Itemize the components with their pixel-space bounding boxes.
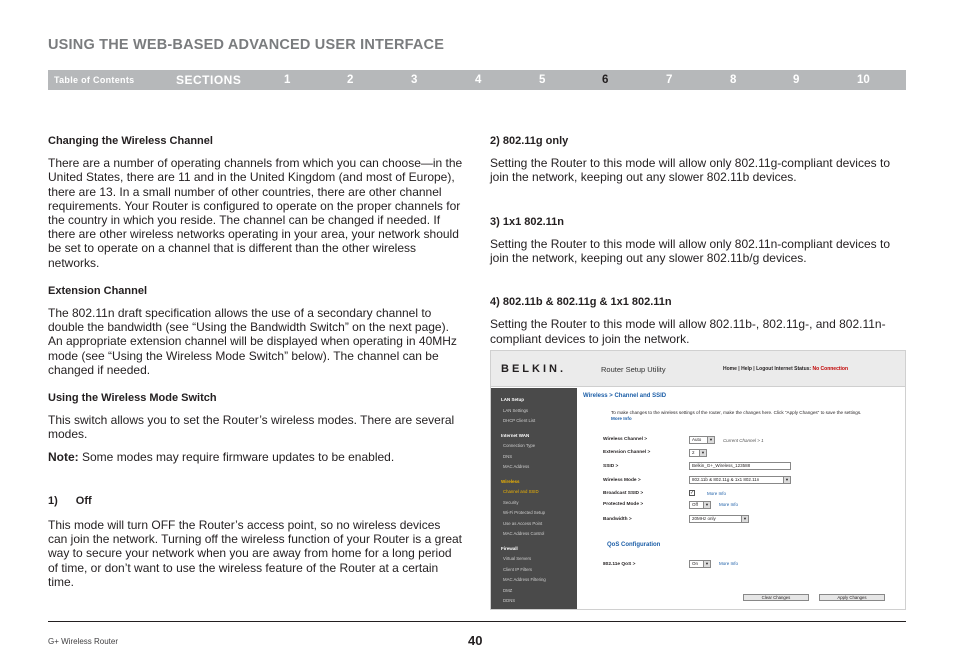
paragraph-off: This mode will turn OFF the Router’s access point, so no wireless devices can join the network. Turning off the wireless function of your Router is a great way to secure your network when you are away from home for a long period of time, or don’t want to use the wireless feature of the Router at a certain time. xyxy=(48,518,462,589)
router-intro-text: To make changes to the wireless settings of the router, make the changes here. Click "Apply Changes" to save the settings. xyxy=(611,410,862,415)
note-text: Some modes may require firmware updates to be enabled. xyxy=(78,449,395,464)
router-intro-more-info: More Info xyxy=(611,415,632,421)
router-sidebar-item: Channel and SSID xyxy=(503,489,539,494)
off-label: Off xyxy=(75,494,92,507)
router-sidebar-group: Internet WAN xyxy=(501,432,530,438)
broadcast-ssid-label: Broadcast SSID > xyxy=(603,491,644,496)
wireless-mode-value: 802.11b & 802.11g & 1x1 802.11n xyxy=(692,477,760,482)
off-number: 1) xyxy=(48,494,58,507)
protected-mode-label: Protected Mode > xyxy=(603,502,644,507)
chevron-down-icon: ▼ xyxy=(699,450,706,456)
wireless-mode-select xyxy=(689,476,791,484)
protected-mode-value: Off xyxy=(692,502,698,507)
router-sidebar-item: Security xyxy=(503,499,519,505)
qos-select xyxy=(689,560,711,568)
paragraph-1x1-11n: Setting the Router to this mode will allow only 802.11n-compliant devices to join the network, keeping out any slower 802.11b/g devices. xyxy=(490,236,890,266)
qos-more-info: More Info xyxy=(719,561,739,566)
qos-title: QoS Configuration xyxy=(607,542,661,548)
router-sidebar-item: Virtual Servers xyxy=(503,556,532,561)
section-link-9[interactable]: 9 xyxy=(793,74,800,86)
wireless-channel-select xyxy=(689,436,715,444)
router-top-links xyxy=(723,366,848,372)
section-link-1[interactable]: 1 xyxy=(284,74,291,86)
router-sidebar xyxy=(491,388,577,610)
current-channel: Current Channel > 1 xyxy=(723,438,764,443)
router-sidebar-group: LAN Setup xyxy=(501,397,524,402)
apply-changes-button: Apply Changes xyxy=(819,594,885,601)
footer-product-name: G+ Wireless Router xyxy=(48,637,119,646)
chevron-down-icon: ▼ xyxy=(741,516,748,522)
router-sidebar-item: MAC Address Control xyxy=(503,531,545,536)
right-column xyxy=(490,134,910,360)
router-sidebar-item: DDNS xyxy=(503,598,516,603)
bandwidth-value: 20MHz only xyxy=(692,516,716,521)
router-sidebar-item: DHCP Client List xyxy=(503,418,536,423)
qos-value: On xyxy=(692,561,699,566)
router-sidebar-item: Wi-Fi Protected Setup xyxy=(503,510,546,515)
heading-mixed-mode: 4) 802.11b & 802.11g & 1x1 802.11n xyxy=(490,296,672,309)
router-header xyxy=(491,351,906,387)
chevron-down-icon: ▼ xyxy=(783,477,790,483)
paragraph-extension: The 802.11n draft specification allows the use of a secondary channel to double the bandwidth (see “Using the Bandwidth Switch” on the next page). An appropriate extension channel will be displayed when operating in 40MHz mode (see “Using the Wireless Mode Switch” below). The channel can be changed if needed. xyxy=(48,306,457,377)
router-sidebar-item: MAC Address xyxy=(503,464,530,469)
section-link-6[interactable]: 6 xyxy=(602,74,609,86)
belkin-logo: BELKIN. xyxy=(501,363,566,375)
table-of-contents-link[interactable]: Table of Contents xyxy=(54,75,135,85)
router-sidebar-group: Firewall xyxy=(501,545,518,551)
sections-label: SECTIONS xyxy=(176,73,242,87)
chevron-down-icon: ▼ xyxy=(703,561,710,567)
heading-extension-channel: Extension Channel xyxy=(48,284,148,297)
note-paragraph xyxy=(48,450,463,464)
router-breadcrumb: Wireless > Channel and SSID xyxy=(583,393,667,399)
extension-channel-label: Extension Channel > xyxy=(603,450,651,455)
protected-more-info: More Info xyxy=(719,502,739,507)
footer-divider xyxy=(48,621,906,622)
router-sidebar-group: Wireless xyxy=(501,478,520,484)
router-sidebar-item: Client IP Filters xyxy=(503,566,533,572)
section-navbar xyxy=(48,70,906,90)
qos-label: 802.11e QoS > xyxy=(603,562,636,567)
chevron-down-icon: ▼ xyxy=(703,502,710,508)
section-link-4[interactable]: 4 xyxy=(475,74,482,86)
router-sidebar-item: MAC Address Filtering xyxy=(503,577,546,582)
page-number: 40 xyxy=(468,633,483,648)
section-link-5[interactable]: 5 xyxy=(539,74,546,86)
router-sidebar-item: DMZ xyxy=(503,587,513,593)
note-label: Note: xyxy=(48,449,79,464)
extension-channel-value: 2 xyxy=(692,450,695,455)
section-link-10[interactable]: 10 xyxy=(857,74,870,86)
paragraph-11g-only: Setting the Router to this mode will allow only 802.11g-compliant devices to join the network, keeping out any slower 802.11b devices. xyxy=(490,156,890,185)
page-section-title: USING THE WEB-BASED ADVANCED USER INTERFACE xyxy=(48,37,445,53)
broadcast-ssid-checkbox: ✓ xyxy=(690,490,695,496)
ssid-label: SSID > xyxy=(603,464,619,469)
section-link-8[interactable]: 8 xyxy=(730,74,737,86)
internet-status: No Connection xyxy=(812,366,849,372)
heading-wireless-mode-switch: Using the Wireless Mode Switch xyxy=(48,392,217,405)
chevron-down-icon: ▼ xyxy=(707,437,714,443)
broadcast-more-info: More Info xyxy=(707,491,727,496)
bandwidth-label: Bandwidth > xyxy=(603,517,632,522)
router-sidebar-item: Use as Access Point xyxy=(503,520,543,526)
wireless-mode-label: Wireless Mode > xyxy=(603,478,641,483)
ssid-input: Belkin_G+_Wireless_123588 xyxy=(689,462,791,470)
section-link-7[interactable]: 7 xyxy=(666,74,673,86)
protected-mode-select xyxy=(689,501,711,509)
section-link-2[interactable]: 2 xyxy=(347,74,354,86)
router-intro xyxy=(611,410,871,421)
heading-1x1-11n: 3) 1x1 802.11n xyxy=(490,215,565,228)
wireless-channel-label: Wireless Channel > xyxy=(603,437,648,442)
router-app-title: Router Setup Utility xyxy=(601,365,666,374)
router-nav-links: Home | Help | Logout Internet Status: xyxy=(723,366,812,372)
router-main-panel xyxy=(577,388,906,610)
left-column xyxy=(48,134,463,603)
router-sidebar-item: LAN Settings xyxy=(503,407,529,413)
paragraph-channel: There are a number of operating channels from which you can choose—in the United States, there are 11 and in the United Kingdom (and most of Europe), there are 13. In a small number of other countries, there are other channel requirements. Your Router is configured to operate on the proper channels for the country in which you reside. The channel can be changed if needed. If there are other wireless networks operating in your area, your network should be set to operate on a channel that is different than the other wireless networks. xyxy=(48,156,463,270)
heading-11g-only: 2) 802.11g only xyxy=(490,135,569,147)
paragraph-mode-switch: This switch allows you to set the Router’s wireless modes. There are several modes. xyxy=(48,413,455,442)
router-sidebar-item: Connection Type xyxy=(503,443,536,448)
clear-changes-button: Clear Changes xyxy=(743,594,809,601)
bandwidth-select xyxy=(689,515,749,523)
extension-channel-select xyxy=(689,449,707,457)
wireless-channel-value: Auto xyxy=(692,437,702,442)
heading-off-mode xyxy=(48,494,463,508)
section-link-3[interactable]: 3 xyxy=(411,74,418,86)
heading-changing-channel: Changing the Wireless Channel xyxy=(48,135,213,147)
paragraph-mixed-mode: Setting the Router to this mode will allow 802.11b-, 802.11g-, and 802.11n-compliant devices to join the network. xyxy=(490,317,886,346)
router-ui-screenshot xyxy=(490,350,906,610)
router-sidebar-item: DNS xyxy=(503,453,513,459)
